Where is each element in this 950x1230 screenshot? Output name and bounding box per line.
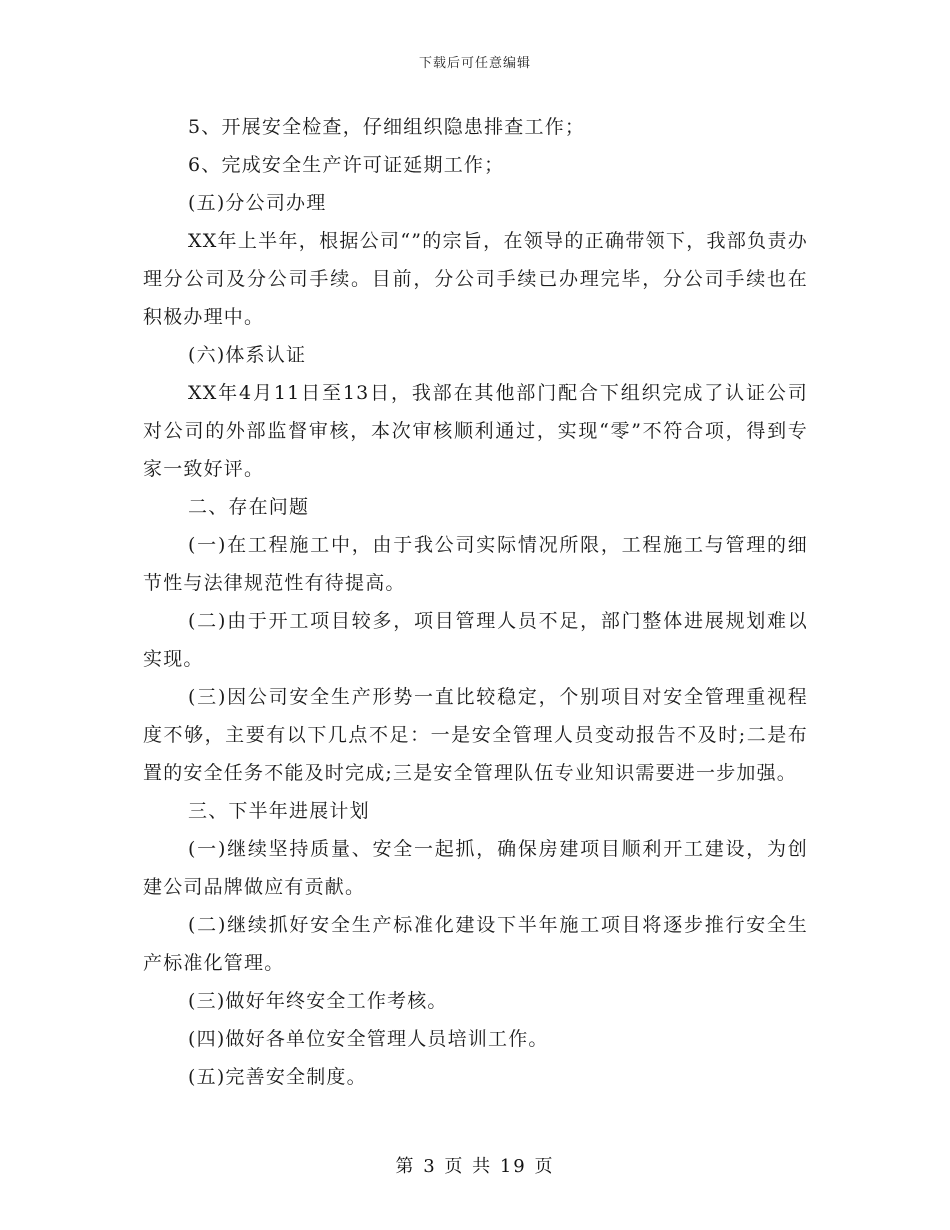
section-heading-problems: 二、存在问题 (188, 496, 310, 518)
paragraph-branch-office: XX年上半年，根据公司“”的宗旨，在领导的正确带领下，我部负责办理分公司及分公司手续。目前，分公司手续已办理完毕，分公司手续也在积极办理中。 (143, 230, 808, 328)
paragraph-1: 5、开展安全检查，仔细组织隐患排查工作； (188, 116, 586, 138)
paragraph-plan-2: (二)继续抓好安全生产标准化建设下半年施工项目将逐步推行安全生产标准化管理。 (143, 914, 808, 974)
paragraph-plan-1: (一)继续坚持质量、安全一起抓，确保房建项目顺利开工建设，为创建公司品牌做应有贡献。 (143, 838, 808, 898)
section-heading-branch-office: (五)分公司办理 (188, 192, 327, 214)
paragraph-plan-5: (五)完善安全制度。 (188, 1066, 367, 1088)
page-header-note: 下载后可任意编辑 (418, 56, 531, 71)
document-body (143, 108, 808, 1096)
page-number: 第 3 页 共 19 页 (395, 1156, 555, 1177)
paragraph-plan-3: (三)做好年终安全工作考核。 (188, 990, 448, 1012)
paragraph-problem-2: (二)由于开工项目较多，项目管理人员不足，部门整体进展规划难以实现。 (143, 610, 808, 670)
paragraph-problem-3: (三)因公司安全生产形势一直比较稳定，个别项目对安全管理重视程度不够，主要有以下几点不足：一是安全管理人员变动报告不及时;二是布置的安全任务不能及时完成;三是安全管理队伍专业知识需要进一步加强。 (143, 686, 808, 784)
paragraph-certification: XX年4月11日至13日，我部在其他部门配合下组织完成了认证公司对公司的外部监督审核，本次审核顺利通过，实现“零”不符合项，得到专家一致好评。 (143, 382, 808, 480)
paragraph-2: 6、完成安全生产许可证延期工作； (188, 154, 505, 176)
paragraph-problem-1: (一)在工程施工中，由于我公司实际情况所限，工程施工与管理的细节性与法律规范性有待提高。 (143, 534, 808, 594)
paragraph-plan-4: (四)做好各单位安全管理人员培训工作。 (188, 1028, 549, 1050)
section-heading-plan: 三、下半年进展计划 (188, 800, 370, 822)
section-heading-certification: (六)体系认证 (188, 344, 307, 366)
